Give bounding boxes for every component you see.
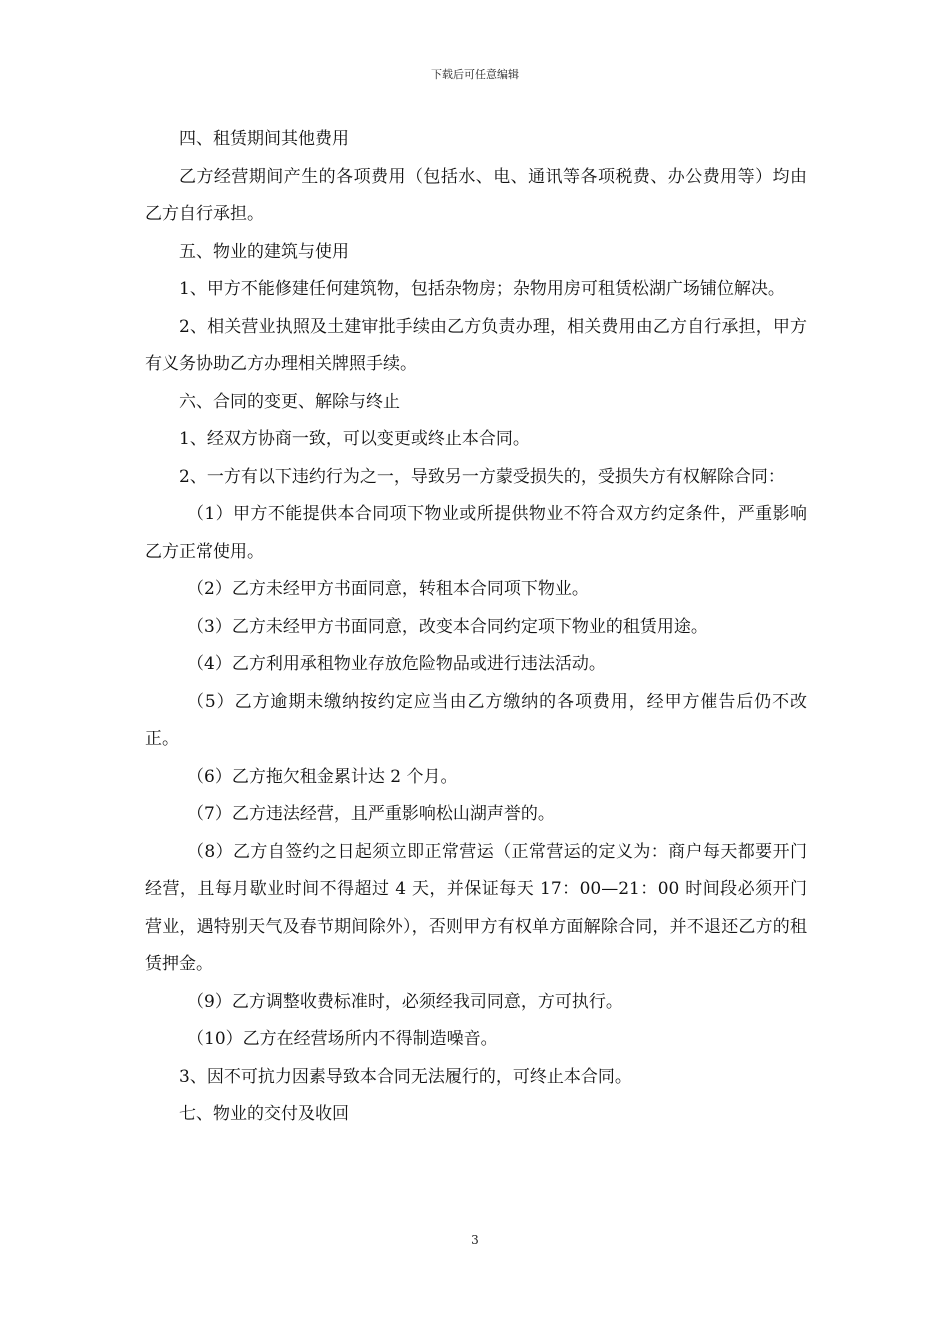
- section-heading-4: 四、租赁期间其他费用: [179, 129, 349, 149]
- sub-clause-3: （3）乙方未经甲方书面同意，改变本合同约定项下物业的租赁用途。: [187, 616, 708, 637]
- clause-6-3: 3、因不可抗力因素导致本合同无法履行的，可终止本合同。: [179, 1066, 632, 1087]
- clause-6-2: 2、一方有以下违约行为之一，导致另一方蒙受损失的，受损失方有权解除合同：: [179, 466, 785, 487]
- sub-clause-4: （4）乙方利用承租物业存放危险物品或进行违法活动。: [187, 654, 606, 674]
- sub-clause-1: （1）甲方不能提供本合同项下物业或所提供物业不符合双方约定条件，严重影响乙方正常使用。: [145, 504, 807, 562]
- sub-clause-7: （7）乙方违法经营，且严重影响松山湖声誉的。: [187, 804, 555, 824]
- page-header: 下载后可任意编辑: [431, 68, 519, 81]
- page-number: 3: [471, 1233, 479, 1247]
- sub-clause-9: （9）乙方调整收费标准时，必须经我司同意，方可执行。: [187, 991, 623, 1012]
- paragraph: 乙方经营期间产生的各项费用（包括水、电、通讯等各项税费、办公费用等）均由乙方自行承担。: [145, 166, 807, 224]
- clause-5-2: 2、相关营业执照及土建审批手续由乙方负责办理，相关费用由乙方自行承担，甲方有义务协助乙方办理相关牌照手续。: [145, 316, 807, 374]
- clause-6-1: 1、经双方协商一致，可以变更或终止本合同。: [179, 429, 530, 449]
- sub-clause-2: （2）乙方未经甲方书面同意，转租本合同项下物业。: [187, 579, 589, 599]
- sub-clause-5: （5）乙方逾期未缴纳按约定应当由乙方缴纳的各项费用，经甲方催告后仍不改正。: [145, 691, 807, 749]
- sub-clause-8: （8）乙方自签约之日起须立即正常营运（正常营运的定义为：商户每天都要开门经营，且每月歇业时间不得超过 4 天，并保证每天 17：00—21：00 时间段必须开门营业，遇特别天气及春节期间除外），否则甲方有权单方面解除合同，并不退还乙方的租赁押金。: [145, 841, 807, 974]
- section-heading-5: 五、物业的建筑与使用: [179, 241, 349, 262]
- sub-clause-6: （6）乙方拖欠租金累计达 2 个月。: [187, 766, 458, 787]
- section-heading-7: 七、物业的交付及收回: [179, 1104, 349, 1124]
- sub-clause-10: （10）乙方在经营场所内不得制造噪音。: [187, 1029, 498, 1049]
- clause-5-1: 1、甲方不能修建任何建筑物，包括杂物房；杂物用房可租赁松湖广场铺位解决。: [179, 279, 785, 299]
- document-body: [145, 121, 807, 1134]
- section-heading-6: 六、合同的变更、解除与终止: [179, 391, 400, 412]
